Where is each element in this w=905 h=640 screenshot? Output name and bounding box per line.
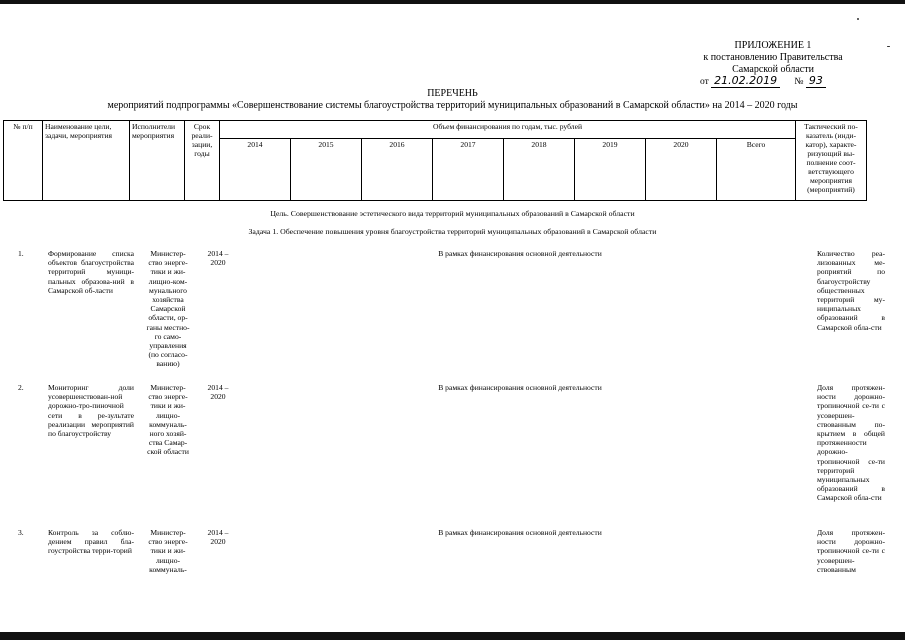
document-subtitle: мероприятий подпрограммы «Совершенствование системы благоустройства территорий муниципальных образований в Самарской области» на 2014 – 2020 годы bbox=[107, 100, 798, 111]
row-executors: Министер- ство энерге- тики и жи- лищно-ком- мунального хозяйства Самарской области, ор- ганы местно- го само- управления (по согласо- ванию) bbox=[146, 249, 190, 369]
header-executors: Исполнители мероприятия bbox=[130, 121, 185, 201]
number-prefix: № bbox=[794, 77, 804, 87]
appendix-region: Самарской области bbox=[732, 64, 814, 75]
row-number: 2. bbox=[18, 383, 24, 392]
row-activity: Контроль за соблю-дением правил бла-гоустройства терри-торий bbox=[48, 528, 134, 556]
row-period: 2014 – 2020 bbox=[207, 383, 229, 402]
row-activity: Мониторинг доли усовершенствован-ной дорожно-тро-пиночной сети в ре-зультате реализации мероприятий по благоустройству bbox=[48, 383, 134, 439]
row-executors: Министер- ство энерге- тики и жи- лищно- коммуналь- ного хозяй- ства Самар- ской области bbox=[147, 383, 189, 457]
goal-line: Цель. Совершенствование эстетического вида территорий муниципальных образований в Самарской области bbox=[270, 209, 635, 218]
header-year-2014: 2014 bbox=[220, 139, 291, 201]
header-year-2020: 2020 bbox=[646, 139, 717, 201]
row-financing: В рамках финансирования основной деятельности bbox=[438, 249, 602, 258]
row-financing: В рамках финансирования основной деятельности bbox=[438, 528, 602, 537]
row-indicator: Доля протяжен-ности дорожно-тропиночной се-ти с усовершен-ствованным bbox=[817, 528, 885, 574]
row-financing: В рамках финансирования основной деятельности bbox=[438, 383, 602, 392]
appendix-resolution: к постановлению Правительства bbox=[703, 52, 843, 63]
handwritten-number: 93 bbox=[806, 74, 826, 88]
table-header bbox=[3, 120, 867, 201]
header-year-2016: 2016 bbox=[362, 139, 433, 201]
row-number: 1. bbox=[18, 249, 24, 258]
header-year-2017: 2017 bbox=[433, 139, 504, 201]
header-name: Наименование цели, задачи, мероприятия bbox=[43, 121, 130, 201]
date-prefix: от bbox=[700, 77, 709, 87]
row-executors: Министер- ство энерге- тики и жи- лищно- коммуналь- bbox=[148, 528, 188, 574]
header-year-2018: 2018 bbox=[504, 139, 575, 201]
header-total: Всего bbox=[717, 139, 796, 201]
scan-speck bbox=[887, 46, 890, 47]
handwritten-date: 21.02.2019 bbox=[711, 74, 780, 88]
appendix-title: ПРИЛОЖЕНИЕ 1 bbox=[734, 40, 812, 51]
row-activity: Формирование списка объектов благоустройства территорий муници-пальных образова-ний в Самарской об-ласти bbox=[48, 249, 134, 295]
task-line: Задача 1. Обеспечение повышения уровня благоустройства территорий муниципальных образований в Самарской области bbox=[248, 227, 657, 236]
scan-bottom-border bbox=[0, 632, 905, 640]
header-num: № п/п bbox=[4, 121, 43, 201]
header-financing: Объем финансирования по годам, тыс. рублей bbox=[220, 121, 796, 139]
header-year-2015: 2015 bbox=[291, 139, 362, 201]
row-period: 2014 – 2020 bbox=[207, 528, 229, 547]
scan-top-border bbox=[0, 0, 905, 4]
resolution-date-number bbox=[700, 74, 826, 87]
header-period: Срок реали- зации, годы bbox=[185, 121, 220, 201]
header-indicator: Тактический по- казатель (инди- катор), характе- ризующий вы- полнение соот- ветствующего мероприятия (мероприятий) bbox=[796, 121, 867, 201]
scan-speck bbox=[857, 18, 859, 20]
document-heading: ПЕРЕЧЕНЬ bbox=[427, 88, 478, 99]
appendix-block bbox=[698, 40, 848, 76]
row-number: 3. bbox=[18, 528, 24, 537]
header-year-2019: 2019 bbox=[575, 139, 646, 201]
row-indicator: Количество реа-лизованных ме-роприятий по благоустройству общественных территорий му-ниципальных образований в Самарской обла-сти bbox=[817, 249, 885, 332]
row-indicator: Доля протяжен-ности дорожно-тропиночной се-ти с усовершен-ствованным по-крытием в общей протяженности дорожно-тропиночной се-ти территорий муниципальных образований в Самарской обла-сти bbox=[817, 383, 885, 503]
row-period: 2014 – 2020 bbox=[207, 249, 229, 268]
